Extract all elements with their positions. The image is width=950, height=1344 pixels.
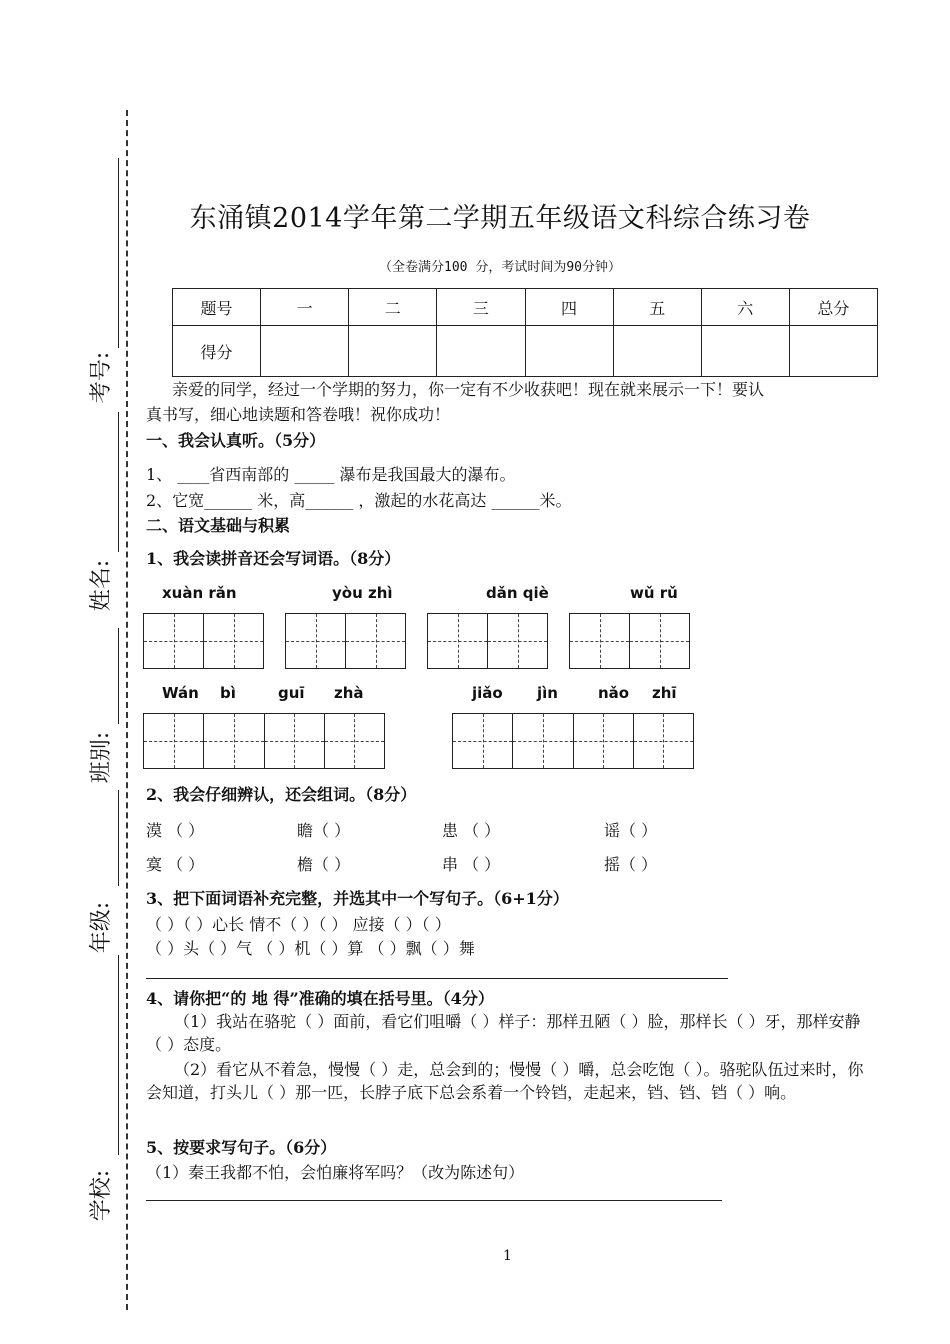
margin-line-4: [118, 790, 119, 886]
pinyin-label: zhà: [334, 684, 364, 702]
score-header-cell: 六: [701, 289, 789, 326]
writing-grid[interactable]: [569, 613, 690, 669]
pinyin-label: xuàn rǎn: [162, 584, 237, 602]
answer-line[interactable]: [146, 1200, 722, 1201]
pinyin-label: dǎn qiè: [486, 584, 549, 602]
margin-line-1: [118, 158, 119, 348]
score-header-cell: 五: [613, 289, 701, 326]
part2-item: 檐（ ）: [297, 855, 351, 874]
part3-heading: 3、把下面词语补充完整，并选其中一个写句子。（6+1分）: [146, 889, 569, 908]
part5-question-1: （1）秦王我都不怕，会怕廉将军吗？（改为陈述句）: [146, 1163, 525, 1182]
part3-line-1: （ ）（ ）心长 情不（ ）（ ） 应接（ ）（ ）: [146, 915, 451, 934]
score-header-cell: 三: [437, 289, 525, 326]
part2-item: 摇（ ）: [604, 855, 658, 874]
grade-label: 年级:: [89, 901, 115, 954]
score-cell[interactable]: [261, 326, 349, 377]
page-subtitle: （全卷满分100 分，考试时间为90分钟）: [379, 260, 621, 275]
score-header-cell: 总分: [789, 289, 877, 326]
pinyin-label: yòu zhì: [332, 584, 393, 602]
school-label: 学校:: [89, 1169, 115, 1222]
page-number: 1: [503, 1248, 512, 1264]
part3-line-2: （ ）头（ ）气 （ ）机（ ）算 （ ）飘（ ）舞: [146, 939, 475, 958]
part5-heading: 5、按要求写句子。（6分）: [146, 1138, 337, 1157]
pinyin-label: guī: [278, 684, 305, 702]
part4-paragraph-1: （1）我站在骆驼（ ）面前，看它们咀嚼（ ）样子：那样丑陋（ ）脸，那样长（ ）牙，那样安静（ ）态度。: [146, 1012, 861, 1054]
score-cell[interactable]: [525, 326, 613, 377]
class-label: 班别:: [89, 731, 115, 784]
section1-heading: 一、我会认真听。（5分）: [146, 431, 326, 450]
writing-grid[interactable]: [285, 613, 406, 669]
part2-heading: 2、我会仔细辨认，还会组词。（8分）: [146, 785, 417, 804]
answer-line[interactable]: [146, 978, 728, 979]
score-cell[interactable]: [613, 326, 701, 377]
margin-line-3: [118, 628, 119, 724]
pinyin-label: jìn: [537, 684, 558, 702]
section1-question-2: 2、它宽______ 米，高______ ，激起的水花高达 ______米。: [146, 491, 572, 510]
score-table-header-row: [173, 289, 878, 326]
section1-question-1: 1、 ____省西南部的 _____ 瀑布是我国最大的瀑布。: [146, 465, 516, 484]
writing-grid[interactable]: [143, 613, 264, 669]
part2-item: 谣（ ）: [604, 821, 658, 840]
writing-grid[interactable]: [143, 713, 385, 769]
intro-line-2: 真书写，细心地读题和答卷哦！祝你成功！: [146, 405, 451, 424]
part2-item: 串 （ ）: [442, 855, 501, 874]
pinyin-label: nǎo: [598, 684, 630, 702]
margin-line-2: [118, 412, 119, 552]
part2-item: 寞 （ ）: [146, 855, 205, 874]
binding-dashed-line: [126, 110, 128, 1310]
part2-item: 漠 （ ）: [146, 821, 205, 840]
score-header-cell: 四: [525, 289, 613, 326]
part1-heading: 1、我会读拼音还会写词语。（8分）: [146, 549, 401, 568]
pinyin-label: zhī: [652, 684, 677, 702]
score-header-cell: 题号: [173, 289, 261, 326]
score-cell[interactable]: [437, 326, 525, 377]
intro-line-1: 亲爱的同学，经过一个学期的努力，你一定有不少收获吧！现在就来展示一下！要认: [172, 380, 765, 399]
score-cell[interactable]: [701, 326, 789, 377]
part4-paragraph-2: （2）看它从不着急，慢慢（ ）走，总会到的；慢慢（ ）嚼，总会吃饱（ ）。骆驼队伍过来时，你会知道，打头儿（ ）那一匹，长脖子底下总会系着一个铃铛，走起来，铛、铛、铛（ ）响。: [146, 1060, 864, 1102]
score-cell[interactable]: [349, 326, 437, 377]
score-row-label: 得分: [173, 326, 261, 377]
part4-heading: 4、请你把“的 地 得”准确的填在括号里。（4分）: [146, 989, 494, 1008]
score-table: [172, 288, 878, 377]
score-table-score-row: [173, 326, 878, 377]
exam-number-label: 考号:: [89, 351, 115, 404]
writing-grid[interactable]: [427, 613, 548, 669]
writing-grid[interactable]: [452, 713, 694, 769]
section2-heading: 二、语文基础与积累: [146, 516, 291, 535]
name-label: 姓名:: [89, 559, 115, 612]
part2-item: 患 （ ）: [442, 821, 501, 840]
pinyin-label: wǔ rǔ: [630, 584, 678, 602]
part2-item: 瞻（ ）: [297, 821, 351, 840]
margin-line-5: [118, 955, 119, 1155]
score-cell[interactable]: [789, 326, 877, 377]
pinyin-label: bì: [220, 684, 236, 702]
score-header-cell: 一: [261, 289, 349, 326]
pinyin-label: jiǎo: [472, 684, 503, 702]
page-title: 东涌镇2014学年第二学期五年级语文科综合练习卷: [189, 203, 811, 234]
score-header-cell: 二: [349, 289, 437, 326]
pinyin-label: Wán: [162, 684, 199, 702]
